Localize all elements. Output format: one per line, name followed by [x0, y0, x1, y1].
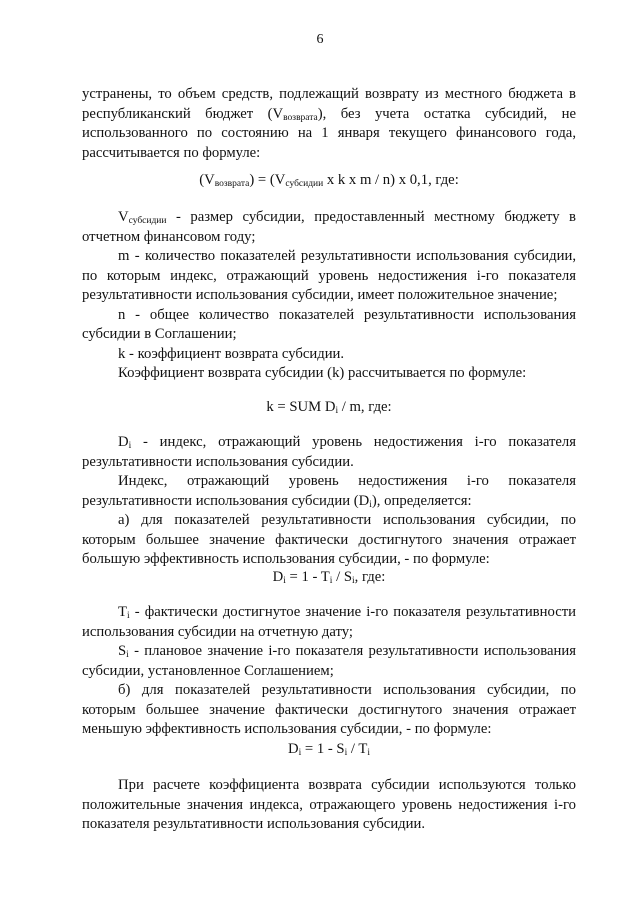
page-number: 6: [316, 32, 324, 47]
case-b: б) для показателей результативности использования субсидии, по которым большее значение фактически достигнутого значения отражает меньшую эффективность использования субсидии, - по формуле:: [82, 682, 576, 737]
final-paragraph: При расчете коэффициента возврата субсидии используются только положительные значения индекса, отражающего уровень недостижения i-го показателя результативности использования субсидии.: [82, 777, 576, 832]
index-definitions: [82, 433, 576, 570]
case-a: а) для показателей результативности использования субсидии, по которым большее значение фактически достигнутого значения отражает большую эффективность использования субсидии, - по формуле:: [82, 512, 576, 567]
definition-s: $S_i$ - плановое значение i-го показателя результативности использования субсидии, установленное Соглашением;: [82, 643, 576, 679]
definition-t: $T_i$ - фактически достигнутое значение i-го показателя результативности использования субсидии на отчетную дату;: [82, 604, 576, 640]
definition-m: m - количество показателей результативности использования субсидии, по которым индекс, отражающий уровень недостижения i-го показателя результативности использования субсидии, имеет положительное значение;: [82, 248, 576, 303]
definition-d: $D_i$ - индекс, отражающий уровень недостижения i-го показателя результативности использования субсидии.: [82, 434, 576, 470]
ts-definitions: [82, 603, 576, 740]
index-intro: Индекс, отражающий уровень недостижения i-го показателя результативности использования субсидии $(D_i)$, определяется:: [82, 473, 576, 510]
intro-paragraph: устранены, то объем средств, подлежащий возврату из местного бюджета в республиканский бюджет $(V_{возврата})$, без учета остатка субсидий, не использованного по состоянию на 1 января текущего финансового года, рассчитывается по формуле:: [82, 86, 576, 161]
formula-return-volume: $(V_{возврата}) = (V_{субсидии}$ x k x m / n) x 0,1, где:: [199, 172, 459, 189]
k-intro: Коэффициент возврата субсидии (k) рассчитывается по формуле:: [118, 365, 527, 381]
definition-v: $V_{субсидии}$ - размер субсидии, предоставленный местному бюджету в отчетном финансовом году;: [82, 209, 576, 245]
formula-di-a: $D_i = 1 - T_i / S_i$, где:: [272, 569, 386, 586]
formula-k: k = SUM $D_i$ / m, где:: [266, 399, 392, 416]
definitions-block: [82, 208, 576, 384]
definition-n: n - общее количество показателей результативности использования субсидии в Соглашении;: [82, 306, 576, 342]
formula-di-b: $D_i = 1 - S_i / T_i$: [287, 741, 371, 758]
definition-k: k - коэффициент возврата субсидии.: [118, 345, 345, 362]
